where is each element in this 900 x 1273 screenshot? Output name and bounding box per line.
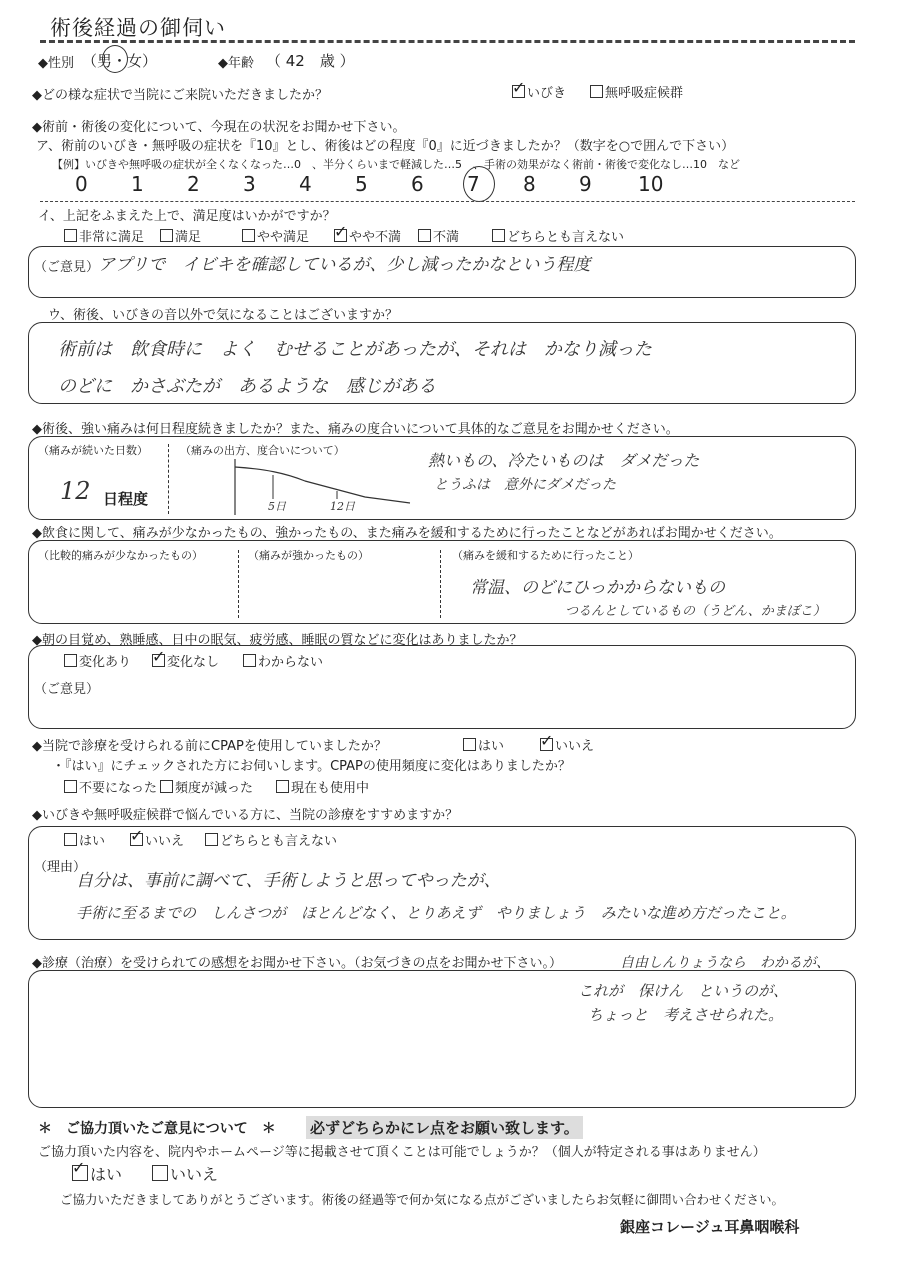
- satisfaction-question: イ、上記をふまえた上で、満足度はいかがですか？: [38, 209, 336, 224]
- recommend-option-label: はい: [79, 834, 106, 849]
- age-label: ◆年齢: [218, 56, 254, 71]
- recommend-option-label: いいえ: [145, 834, 185, 849]
- scale-digit-4[interactable]: 4: [299, 172, 312, 196]
- sleep-option-label: わからない: [258, 655, 324, 670]
- scale-digit-6[interactable]: 6: [411, 172, 424, 196]
- page-title: 術後経過の御伺い: [50, 16, 226, 40]
- cpap-question: ◆当院で診療を受けられる前にCPAPを使用していましたか？: [32, 739, 387, 754]
- satisfaction-option-label: 不満: [433, 230, 460, 245]
- cpap-sub-question: ・『はい』にチェックされた方にお伺いします。CPAPの使用頻度に変化はありましたか？: [52, 759, 571, 774]
- sleep-checkbox-1[interactable]: [152, 654, 165, 667]
- pain-days-value: 12: [60, 477, 91, 505]
- food-answer2: つるんとしているもの（うどん、かまぼこ）: [565, 604, 826, 619]
- sleep-option-label: 変化あり: [79, 655, 132, 670]
- pain-curve: [225, 455, 415, 517]
- checkbox-cpap-yes[interactable]: [463, 738, 476, 751]
- footer-must: 必ずどちらかにレ点をお願い致します。: [306, 1116, 583, 1139]
- satisfaction-option-5[interactable]: [492, 226, 624, 245]
- sleep-option-1[interactable]: [152, 651, 219, 670]
- pain-days-unit: 日程度: [103, 490, 149, 508]
- food-col1-label: （比較的痛みが少なかったもの）: [38, 549, 203, 562]
- footer-thanks: ご協力いただきましてありがとうございます。術後の経過等で何か気になる点がございましたらお気軽に御問い合わせください。: [60, 1192, 785, 1207]
- cpap-sub-option-2[interactable]: [276, 777, 369, 796]
- pain-note1: 熱いもの、冷たいものは ダメだった: [428, 451, 700, 470]
- recommend-option-0[interactable]: [64, 830, 105, 849]
- satisfaction-checkbox-1[interactable]: [160, 229, 173, 242]
- food-col2-label: （痛みが強かったもの）: [248, 549, 369, 562]
- scale-digit-1[interactable]: 1: [131, 172, 144, 196]
- satisfaction-option-2[interactable]: [242, 226, 309, 245]
- scale-digit-0[interactable]: 0: [75, 172, 88, 196]
- impression-side-note: 自由しんりょうなら わかるが、: [620, 955, 830, 971]
- cpap-yes[interactable]: はい: [463, 735, 504, 754]
- gender-label: ◆性別: [38, 56, 74, 71]
- satisfaction-checkbox-5[interactable]: [492, 229, 505, 242]
- pain-curve-line: [235, 467, 410, 503]
- title-divider: [40, 40, 855, 43]
- recommend-reason-label: （理由）: [34, 860, 87, 875]
- scale-digit-3[interactable]: 3: [243, 172, 256, 196]
- sleep-question: ◆朝の目覚め、熟睡感、日中の眠気、疲労感、睡眠の質などに変化はありましたか？: [32, 633, 523, 648]
- sleep-option-0[interactable]: [64, 651, 131, 670]
- recommend-question: ◆いびきや無呼吸症候群で悩んでいる方に、当院の診療をすすめますか？: [32, 808, 459, 823]
- cpap-sub-checkbox-1[interactable]: [160, 780, 173, 793]
- food-question: ◆飲食に関して、痛みが少なかったもの、強かったもの、また痛みを緩和するために行ったことなどがあればお聞かせください。: [32, 526, 782, 541]
- pain-divider: [168, 444, 169, 514]
- impression-line2: ちょっと 考えさせられた。: [588, 1006, 784, 1024]
- pain-mark-12: 12日: [330, 500, 355, 513]
- food-answer1: 常温、のどにひっかからないもの: [470, 578, 725, 598]
- scale-digit-8[interactable]: 8: [523, 172, 536, 196]
- satisfaction-option-1[interactable]: [160, 226, 201, 245]
- scale-digit-7[interactable]: 7: [467, 172, 480, 196]
- pain-question: ◆術後、強い痛みは何日程度続きましたか？また、痛みの度合いについて具体的なご意見をお聞かせください。: [32, 422, 679, 437]
- recommend-line2: 手術に至るまでの しんさつが ほとんどなく、とりあえず やりましょう みたいな進め方だったこと。: [76, 904, 796, 922]
- change-sub-a: ア、術前のいびき・無呼吸の症状を『10』とし、術後はどの程度『0』に近づきましたか？（数字を○で囲んで下さい）: [36, 139, 735, 154]
- symptom-apnea[interactable]: 無呼吸症候群: [590, 82, 683, 101]
- satisfaction-opinion: アプリで イビキを確認しているが、少し減ったかなという程度: [98, 255, 591, 275]
- satisfaction-option-label: やや満足: [257, 230, 310, 245]
- cpap-sub-checkbox-0[interactable]: [64, 780, 77, 793]
- change-example: 【例】いびきや無呼吸の症状が全くなくなった…0 、半分くらいまで軽減した…5 、手術の効果がなく術前・術後で変化なし…10 など: [52, 158, 740, 171]
- cpap-sub-option-label: 不要になった: [79, 781, 158, 796]
- satisfaction-checkbox-2[interactable]: [242, 229, 255, 242]
- food-divider-1: [238, 550, 239, 618]
- age-value: （ 42 歳 ）: [266, 52, 355, 70]
- satisfaction-checkbox-0[interactable]: [64, 229, 77, 242]
- symptom-snoring[interactable]: ✓ いびき: [512, 82, 566, 101]
- other-line1: 術前は 飲食時に よく むせることがあったが、それは かなり減った: [58, 339, 652, 360]
- sleep-opinion-label: （ご意見）: [34, 682, 100, 697]
- recommend-checkbox-0[interactable]: [64, 833, 77, 846]
- other-question: ウ、術後、いびきの音以外で気になることはございますか？: [48, 308, 398, 323]
- gender-value: （男・女）: [82, 52, 158, 70]
- checkbox-cpap-no[interactable]: [540, 738, 553, 751]
- recommend-checkbox-1[interactable]: [130, 833, 143, 846]
- gender-circle: [102, 45, 128, 73]
- impression-line1: これが 保けん というのが、: [578, 982, 789, 1000]
- change-divider: [40, 201, 855, 202]
- cpap-sub-checkbox-2[interactable]: [276, 780, 289, 793]
- checkbox-apnea[interactable]: [590, 85, 603, 98]
- other-line2: のどに かさぶたが あるような 感じがある: [58, 376, 436, 397]
- checkbox-publish-yes[interactable]: [72, 1165, 88, 1181]
- checkbox-snoring[interactable]: [512, 85, 525, 98]
- footer-clinic: 銀座コレージュ耳鼻咽喉科: [620, 1218, 800, 1236]
- cpap-sub-option-label: 現在も使用中: [291, 781, 370, 796]
- impression-question: ◆診療（治療）を受けられての感想をお聞かせ下さい。（お気づきの点をお聞かせ下さい。）: [32, 956, 562, 971]
- pain-note2: とうふは 意外にダメだった: [434, 477, 616, 493]
- sleep-checkbox-2[interactable]: [243, 654, 256, 667]
- cpap-sub-option-0[interactable]: [64, 777, 157, 796]
- satisfaction-option-3[interactable]: [334, 226, 401, 245]
- cpap-no[interactable]: ✓ いいえ: [540, 735, 594, 754]
- sleep-option-2[interactable]: [243, 651, 323, 670]
- footer-no[interactable]: いいえ: [152, 1162, 218, 1185]
- recommend-option-label: どちらとも言えない: [220, 834, 338, 849]
- satisfaction-option-label: やや不満: [349, 230, 402, 245]
- footer-cooperation: ＊ ご協力頂いたご意見について ＊: [38, 1121, 276, 1137]
- cpap-sub-option-label: 頻度が減った: [175, 781, 254, 796]
- scale-digit-5[interactable]: 5: [355, 172, 368, 196]
- sleep-checkbox-0[interactable]: [64, 654, 77, 667]
- food-divider-2: [440, 550, 441, 618]
- recommend-line1: 自分は、事前に調べて、手術しようと思ってやったが、: [76, 871, 501, 891]
- footer-yes[interactable]: ✓はい: [72, 1162, 122, 1185]
- satisfaction-option-label: 非常に満足: [79, 230, 145, 245]
- footer-publish-question: ご協力頂いた内容を、院内やホームページ等に掲載させて頂くことは可能でしょうか？（個人が特定される事はありません）: [38, 1145, 766, 1160]
- scale-digit-10[interactable]: 10: [638, 172, 664, 196]
- satisfaction-option-label: 満足: [175, 230, 202, 245]
- cpap-sub-option-1[interactable]: [160, 777, 253, 796]
- satisfaction-opinion-label: （ご意見）: [34, 260, 100, 275]
- scale-digit-9[interactable]: 9: [579, 172, 592, 196]
- checkbox-publish-no[interactable]: [152, 1165, 168, 1181]
- pain-mark-5: 5日: [268, 500, 286, 513]
- pain-curve-label: （痛みの出方、度合いについて）: [180, 444, 345, 457]
- satisfaction-option-label: どちらとも言えない: [507, 230, 625, 245]
- satisfaction-checkbox-3[interactable]: [334, 229, 347, 242]
- pain-days-label: （痛みが続いた日数）: [38, 444, 148, 457]
- satisfaction-option-4[interactable]: [418, 226, 459, 245]
- scale-circle: [463, 166, 495, 202]
- sleep-option-label: 変化なし: [167, 655, 220, 670]
- recommend-option-1[interactable]: [130, 830, 184, 849]
- symptom-question: ◆どの様な症状で当院にご来院いただきましたか？: [32, 88, 328, 103]
- scale-digit-2[interactable]: 2: [187, 172, 200, 196]
- food-col3-label: （痛みを緩和するために行ったこと）: [452, 549, 639, 562]
- recommend-option-2[interactable]: [205, 830, 337, 849]
- change-question: ◆術前・術後の変化について、今現在の状況をお聞かせ下さい。: [32, 120, 406, 135]
- recommend-checkbox-2[interactable]: [205, 833, 218, 846]
- satisfaction-checkbox-4[interactable]: [418, 229, 431, 242]
- satisfaction-option-0[interactable]: [64, 226, 144, 245]
